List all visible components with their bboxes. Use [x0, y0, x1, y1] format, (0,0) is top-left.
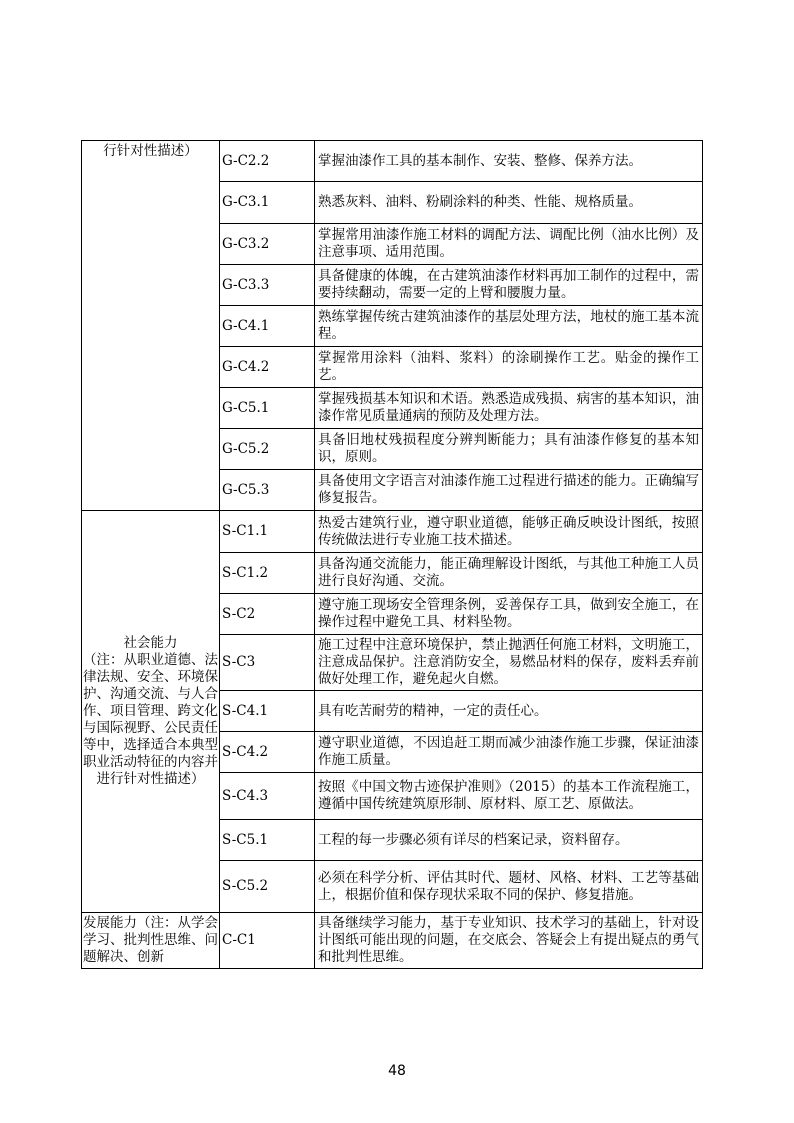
code-cell: G-C4.2: [220, 347, 315, 388]
code-cell: S-C3: [220, 635, 315, 691]
description-cell: 熟悉灰料、油料、粉刷涂料的种类、性能、规格质量。: [315, 182, 703, 224]
description-cell: 必须在科学分析、评估其时代、题材、风格、材料、工艺等基础上，根据价值和保存现状采取不同的保护、修复措施。: [315, 861, 703, 913]
code-cell: G-C3.2: [220, 224, 315, 265]
code-cell: G-C5.2: [220, 429, 315, 470]
description-cell: 遵守施工现场安全管理条例，妥善保存工具，做到安全施工，在操作过程中避免工具、材料坠物。: [315, 594, 703, 635]
description-cell: 具备使用文字语言对油漆作施工过程进行描述的能力。正确编写修复报告。: [315, 470, 703, 511]
code-cell: S-C4.2: [220, 732, 315, 773]
description-cell: 熟练掌握传统古建筑油漆作的基层处理方法，地杖的施工基本流程。: [315, 306, 703, 347]
code-cell: G-C3.3: [220, 265, 315, 306]
code-cell: G-C4.1: [220, 306, 315, 347]
category-cell: 社会能力 （注：从职业道德、法律法规、安全、环境保护、沟通交流、与人合作、项目管理、跨文化与国际视野、公民责任等中，选择适合本典型职业活动特征的内容并进行针对性描述）: [82, 511, 220, 913]
description-cell: 按照《中国文物古迹保护准则》（2015）的基本工作流程施工，遵循中国传统建筑原形制、原材料、原工艺、原做法。: [315, 773, 703, 820]
table-row: [82, 141, 703, 182]
code-cell: S-C1.1: [220, 511, 315, 553]
code-cell: S-C4.1: [220, 691, 315, 732]
code-cell: S-C5.1: [220, 820, 315, 861]
description-cell: 遵守职业道德，不因追赶工期而减少油漆作施工步骤，保证油漆作施工质量。: [315, 732, 703, 773]
description-cell: 热爱古建筑行业，遵守职业道德，能够正确反映设计图纸，按照传统做法进行专业施工技术描述。: [315, 511, 703, 553]
description-cell: 掌握残损基本知识和术语。熟悉造成残损、病害的基本知识，油漆作常见质量通病的预防及处理方法。: [315, 388, 703, 429]
category-cell: 行针对性描述）: [82, 141, 220, 511]
description-cell: 掌握常用油漆作施工材料的调配方法、调配比例（油水比例）及注意事项、适用范围。: [315, 224, 703, 265]
code-cell: C-C1: [220, 913, 315, 969]
category-cell: 发展能力（注：从学会学习、批判性思维、问题解决、创新: [82, 913, 220, 969]
code-cell: S-C1.2: [220, 553, 315, 594]
description-cell: 掌握油漆作工具的基本制作、安装、整修、保养方法。: [315, 141, 703, 182]
description-cell: 具有吃苦耐劳的精神，一定的责任心。: [315, 691, 703, 732]
code-cell: G-C3.1: [220, 182, 315, 224]
description-cell: 具备健康的体魄，在古建筑油漆作材料再加工制作的过程中，需要持续翻动，需要一定的上臂和腰腹力量。: [315, 265, 703, 306]
description-cell: 工程的每一步骤必须有详尽的档案记录，资料留存。: [315, 820, 703, 861]
code-cell: G-C5.3: [220, 470, 315, 511]
table-body: [82, 141, 703, 969]
description-cell: 掌握常用涂料（油料、浆料）的涂刷操作工艺。贴金的操作工艺。: [315, 347, 703, 388]
code-cell: G-C5.1: [220, 388, 315, 429]
table-row: [82, 511, 703, 553]
table-row: [82, 913, 703, 969]
code-cell: S-C2: [220, 594, 315, 635]
description-cell: 具备继续学习能力，基于专业知识、技术学习的基础上，针对设计图纸可能出现的问题，在交底会、答疑会上有提出疑点的勇气和批判性思维。: [315, 913, 703, 969]
code-cell: S-C5.2: [220, 861, 315, 913]
code-cell: G-C2.2: [220, 141, 315, 182]
description-cell: 具备沟通交流能力，能正确理解设计图纸，与其他工种施工人员进行良好沟通、交流。: [315, 553, 703, 594]
code-cell: S-C4.3: [220, 773, 315, 820]
page-number: 48: [388, 1063, 406, 1079]
description-cell: 施工过程中注意环境保护，禁止抛洒任何施工材料，文明施工，注意成品保护。注意消防安全，易燃品材料的保存，废料丢弃前做好处理工作，避免起火自燃。: [315, 635, 703, 691]
description-cell: 具备旧地杖残损程度分辨判断能力；具有油漆作修复的基本知识，原则。: [315, 429, 703, 470]
competency-table: [81, 140, 703, 969]
